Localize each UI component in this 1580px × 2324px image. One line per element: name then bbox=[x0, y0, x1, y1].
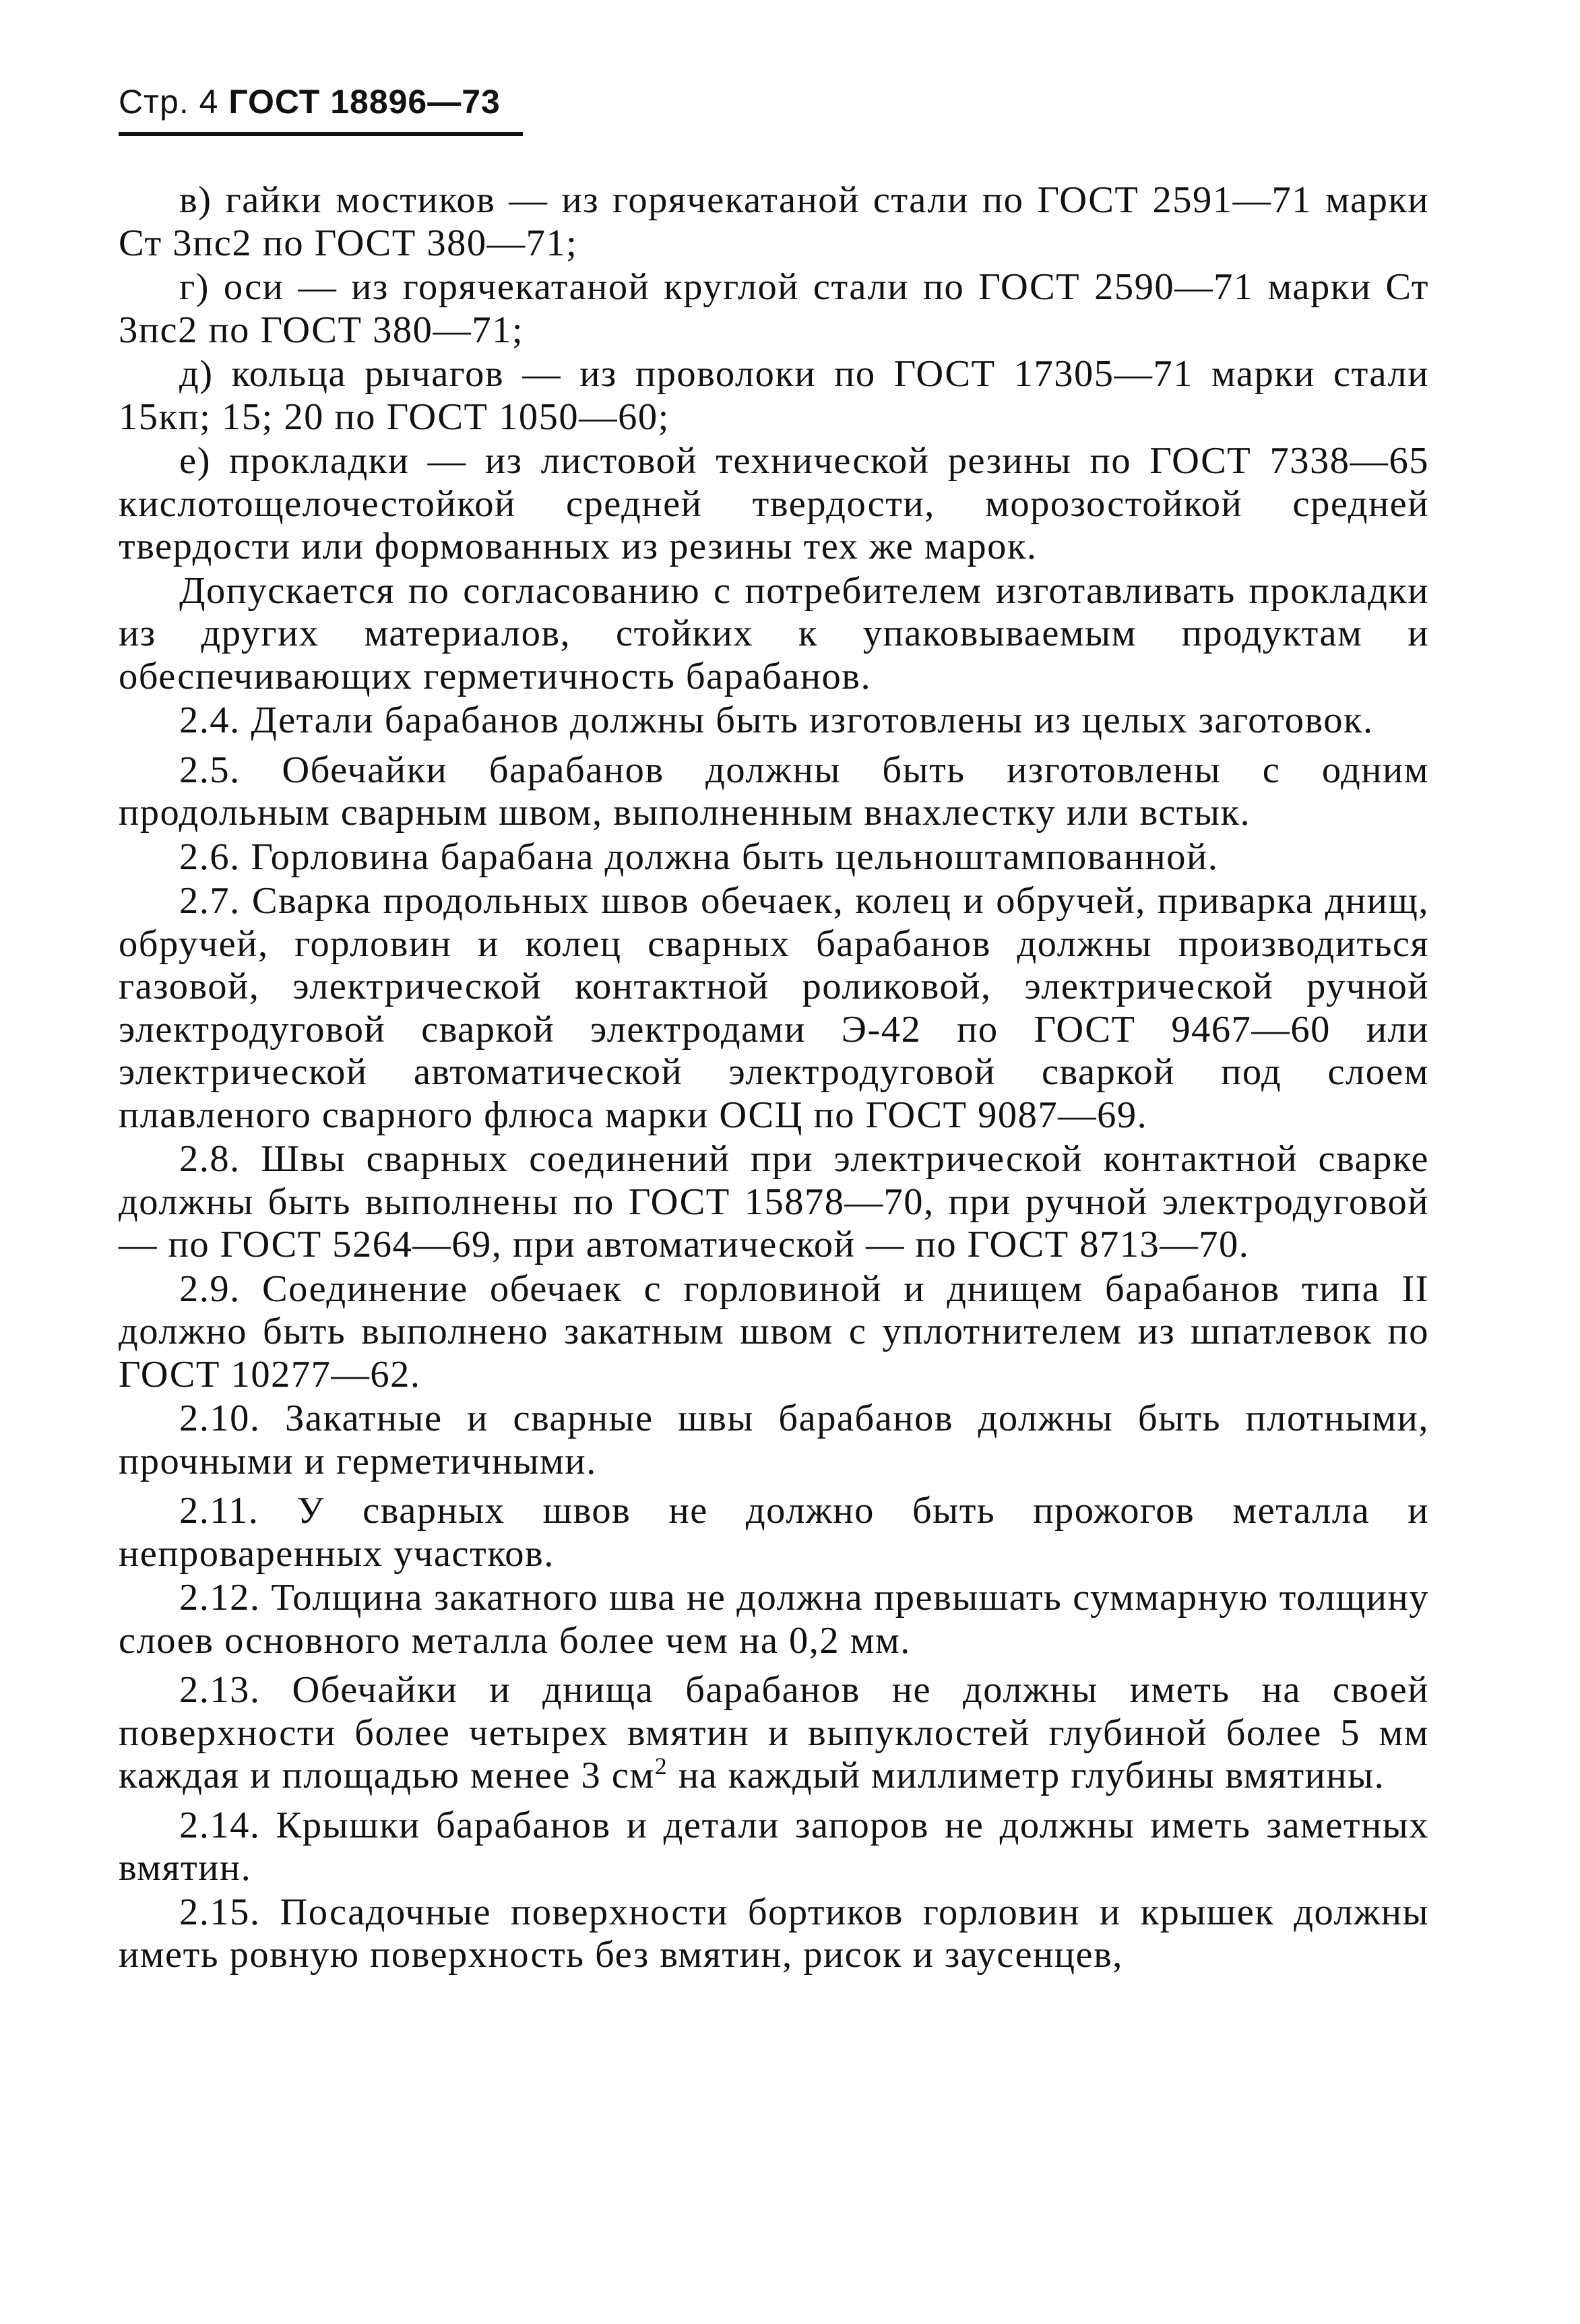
standard-code: ГОСТ 18896—73 bbox=[228, 83, 501, 121]
paragraph-2-13-text: 2.13. Обечайки и днища барабанов не должны иметь на своей поверхности более четырех вмятин и выпуклостей глубиной более 5 мм каждая и площадью менее 3 см bbox=[119, 1669, 1429, 1796]
paragraph-2-6: 2.6. Горловина барабана должна быть цельноштампованной. bbox=[179, 836, 1219, 878]
paragraph-item-d: д) кольца рычагов — из проволоки по ГОСТ 17305—71 марки стали 15кп; 15; 20 по ГОСТ 1050—60; bbox=[119, 353, 1429, 438]
page-number: Стр. 4 bbox=[119, 83, 219, 121]
header-rule bbox=[119, 132, 523, 136]
paragraph-2-13 bbox=[119, 1669, 1429, 1798]
paragraph-2-5: 2.5. Обечайки барабанов должны быть изготовлены с одним продольным сварным швом, выполненным внахлестку или встык. bbox=[119, 749, 1429, 834]
paragraph-2-10: 2.10. Закатные и сварные швы барабанов должны быть плотными, прочными и герметичными. bbox=[119, 1397, 1429, 1482]
paragraph-2-8: 2.8. Швы сварных соединений при электрической контактной сварке должны быть выполнены по ГОСТ 15878—70, при ручной электродуговой — по ГОСТ 5264—69, при автоматической — по ГОСТ 8713—70. bbox=[119, 1138, 1429, 1265]
paragraph-item-e: е) прокладки — из листовой технической резины по ГОСТ 7338—65 кислотощелочестойкой средней твердости, морозостойкой средней твердости или формованных из резины тех же марок. bbox=[119, 440, 1429, 567]
paragraph-2-12: 2.12. Толщина закатного шва не должна превышать суммарную толщину слоев основного металла более чем на 0,2 мм. bbox=[119, 1577, 1429, 1662]
paragraph-2-9: 2.9. Соединение обечаек с горловиной и днищем барабанов типа II должно быть выполнено закатным швом с уплотнителем из шпатлевок по ГОСТ 10277—62. bbox=[119, 1267, 1429, 1395]
paragraph-2-7: 2.7. Сварка продольных швов обечаек, колец и обручей, приварка днищ, обручей, горловин и колец сварных барабанов должны производиться газовой, электрической контактной роликовой, электрической ручной электродуговой сваркой электродами Э-42 по ГОСТ 9467—60 или электрической автоматической электродуговой сваркой под слоем плавленого сварного флюса марки ОСЦ по ГОСТ 9087—69. bbox=[119, 880, 1429, 1136]
paragraph-allowance: Допускается по согласованию с потребителем изготавливать прокладки из других материалов, стойких к упаковываемым продуктам и обеспечивающих герметичность барабанов. bbox=[119, 569, 1429, 697]
paragraph-2-11: 2.11. У сварных швов не должно быть прожогов металла и непроваренных участков. bbox=[119, 1490, 1429, 1575]
paragraph-item-v: в) гайки мостиков — из горячекатаной стали по ГОСТ 2591—71 марки Ст 3пс2 по ГОСТ 380—71; bbox=[119, 179, 1429, 264]
paragraph-2-15: 2.15. Посадочные поверхности бортиков горловин и крышек должны иметь ровную поверхность без вмятин, рисок и заусенцев, bbox=[119, 1891, 1429, 1976]
paragraph-item-g: г) оси — из горячекатаной круглой стали по ГОСТ 2590—71 марки Ст 3пс2 по ГОСТ 380—71; bbox=[119, 266, 1429, 351]
paragraph-2-13-text-end: на каждый миллиметр глубины вмятины. bbox=[668, 1755, 1385, 1796]
paragraph-2-14: 2.14. Крышки барабанов и детали запоров не должны иметь заметных вмятин. bbox=[119, 1804, 1429, 1889]
superscript-2: 2 bbox=[654, 1753, 668, 1780]
paragraph-2-4: 2.4. Детали барабанов должны быть изготовлены из целых заготовок. bbox=[179, 699, 1374, 741]
page-header bbox=[119, 82, 501, 121]
document-body bbox=[119, 179, 1429, 1977]
